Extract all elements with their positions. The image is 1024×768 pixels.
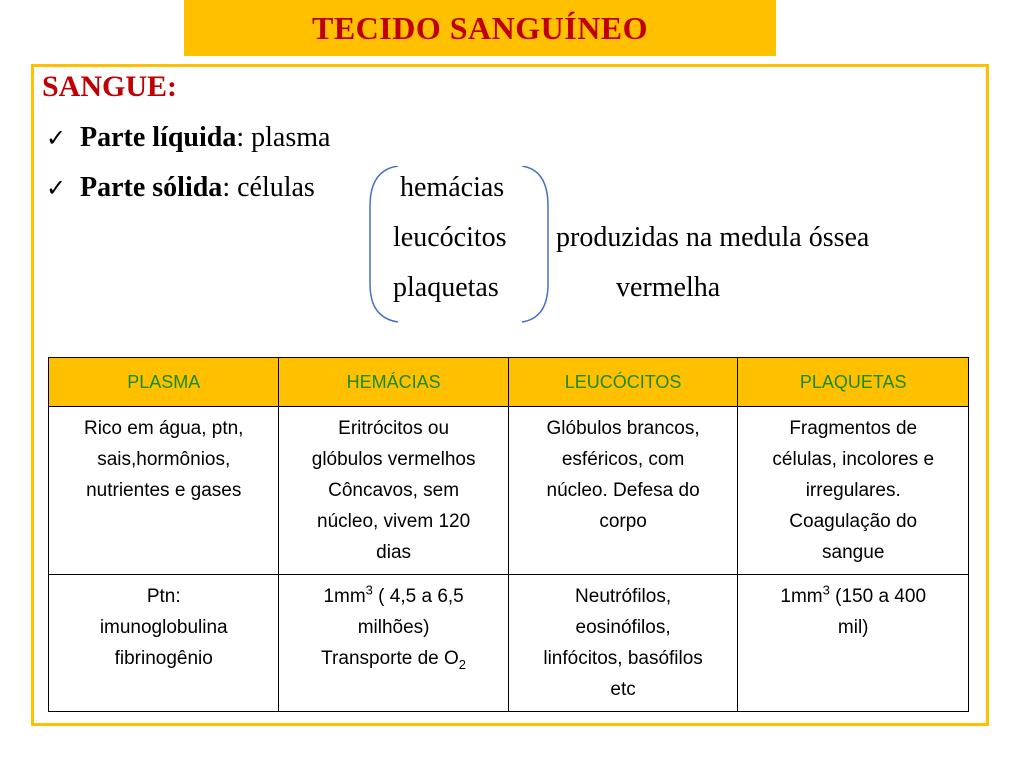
cell-hemacias: hemácias: [400, 172, 505, 203]
cell-line: Eritrócitos ou: [338, 418, 450, 439]
check-icon: ✓: [46, 124, 67, 152]
cell-line: núcleo, vivem 120: [317, 511, 471, 532]
title-bar: [184, 0, 776, 56]
cell-text: Transporte de O: [321, 648, 459, 669]
cell-line: eosinófilos,: [575, 617, 671, 638]
cell-line: sais,hormônios,: [97, 449, 231, 470]
header-hemacias: HEMÁCIAS: [279, 358, 508, 407]
cell-leucocitos: leucócitos: [393, 222, 507, 253]
cell-plasma-details: [49, 575, 279, 712]
cell-leucocitos-description: [508, 407, 738, 575]
header-plaquetas: PLAQUETAS: [738, 358, 969, 407]
header-leucocitos: LEUCÓCITOS: [508, 358, 738, 407]
blood-components-table: [48, 357, 969, 712]
cell-line: [285, 643, 501, 674]
cell-line: mil): [837, 617, 869, 638]
bullet-solid-label: Parte sólida: [80, 172, 223, 203]
cell-hemacias-description: [279, 407, 508, 575]
bullet-liquid-text: : plasma: [236, 122, 331, 153]
cell-line: sangue: [822, 542, 885, 563]
cell-line: milhões): [357, 617, 430, 638]
table-row: [49, 575, 969, 712]
cell-line: etc: [610, 679, 636, 700]
table-header-row: [49, 358, 969, 407]
section-heading: SANGUE:: [42, 70, 178, 103]
cell-line: Coagulação do: [789, 511, 918, 532]
cell-line: esféricos, com: [561, 449, 685, 470]
cell-line: Côncavos, sem: [328, 480, 460, 501]
cell-plaquetas-details: [738, 575, 969, 712]
bullet-liquid: [46, 122, 330, 154]
cell-text: 1mm: [780, 586, 823, 607]
header-plasma: PLASMA: [49, 358, 279, 407]
bullet-solid: [46, 172, 315, 204]
cell-leucocitos-details: [508, 575, 738, 712]
cell-line: Glóbulos brancos,: [546, 418, 700, 439]
bullet-solid-text: : células: [222, 172, 315, 203]
cell-text: 1mm: [323, 586, 366, 607]
cell-plasma-description: [49, 407, 279, 575]
cell-line: células, incolores e: [772, 449, 935, 470]
origin-note-line2: vermelha: [616, 272, 721, 303]
cell-line: glóbulos vermelhos: [311, 449, 476, 470]
cell-line: nutrientes e gases: [86, 480, 242, 501]
cell-plaquetas: plaquetas: [393, 272, 499, 303]
superscript: 3: [365, 582, 373, 598]
cell-line: Rico em água, ptn,: [83, 418, 244, 439]
cell-line: [285, 581, 501, 612]
cell-line: corpo: [599, 511, 647, 532]
right-bracket: [522, 166, 548, 322]
cell-hemacias-details: [279, 575, 508, 712]
cell-line: Ptn:: [146, 586, 181, 607]
superscript: 3: [822, 582, 830, 598]
cell-line: núcleo. Defesa do: [546, 480, 700, 501]
cell-line: imunoglobulina: [99, 617, 228, 638]
bullet-liquid-label: Parte líquida: [80, 122, 237, 153]
cell-plaquetas-description: [738, 407, 969, 575]
cell-line: linfócitos, basófilos: [543, 648, 703, 669]
cell-line: Neutrófilos,: [575, 586, 672, 607]
cell-text: ( 4,5 a 6,5: [372, 586, 464, 607]
cell-line: fibrinogênio: [114, 648, 213, 669]
check-icon: ✓: [46, 174, 67, 202]
cell-line: [744, 581, 962, 612]
origin-note-line1: produzidas na medula óssea: [556, 222, 870, 253]
table-row: [49, 407, 969, 575]
cell-text: (150 a 400: [829, 586, 927, 607]
cell-line: irregulares.: [805, 480, 901, 501]
cell-line: Fragmentos de: [789, 418, 918, 439]
page-title: TECIDO SANGUÍNEO: [311, 9, 649, 46]
cell-line: dias: [376, 542, 412, 563]
subscript: 2: [458, 656, 467, 672]
